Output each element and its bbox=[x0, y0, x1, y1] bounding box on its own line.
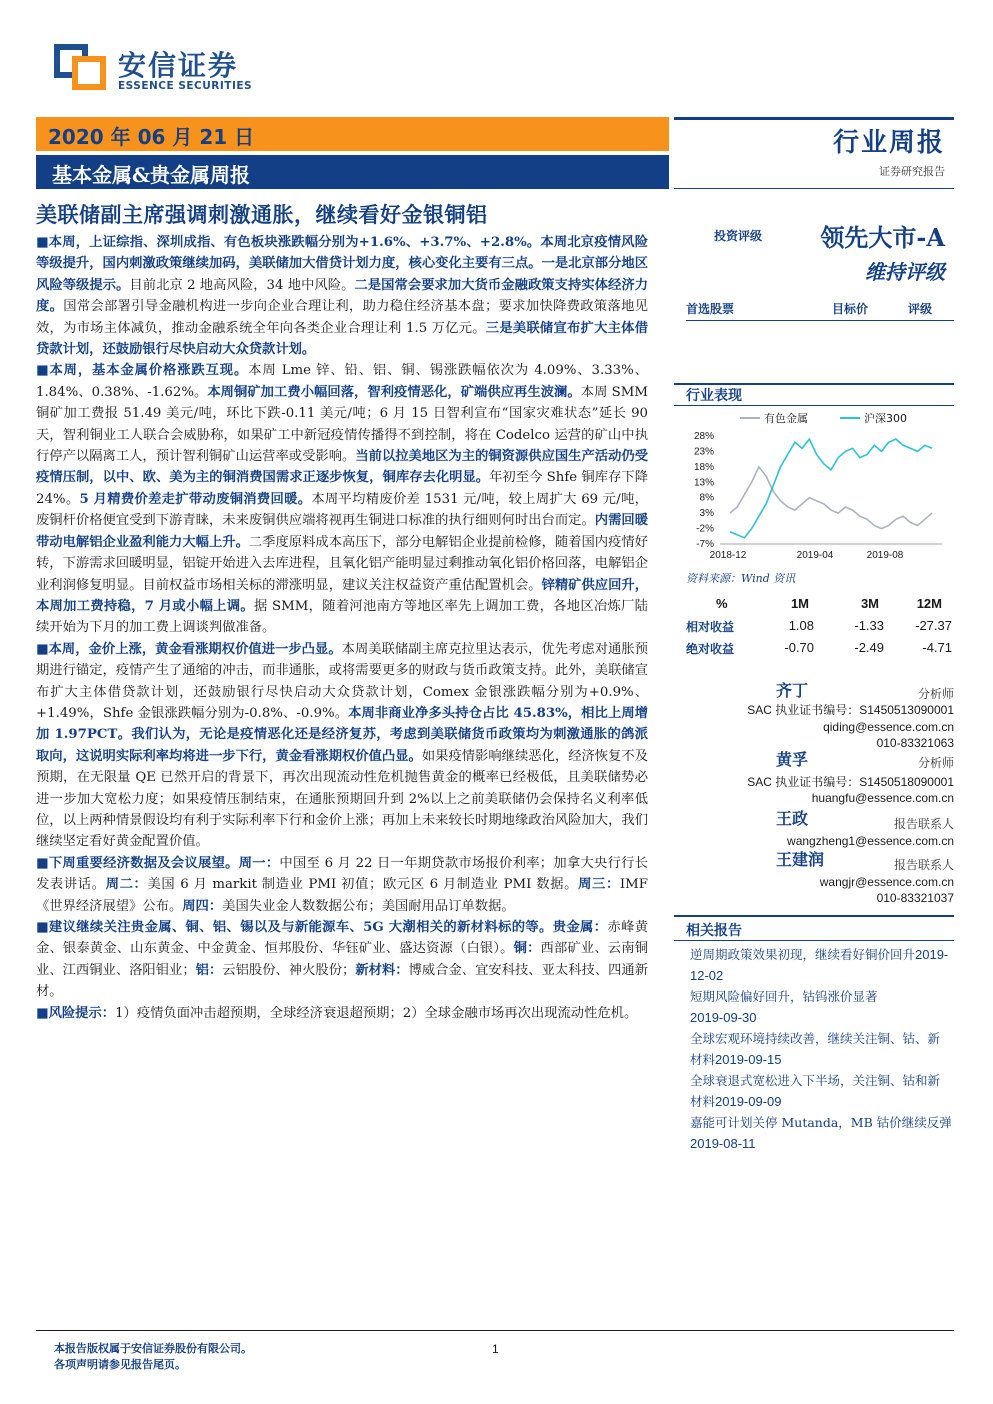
body-column bbox=[36, 232, 648, 1024]
analyst-card bbox=[686, 811, 954, 851]
table-cell: -0.70 bbox=[784, 640, 814, 655]
legend-label: 沪深300 bbox=[864, 412, 907, 425]
body-text: 博威合金、宜安科技、亚太科技、四通新材。 bbox=[36, 962, 649, 1000]
table-header-row bbox=[686, 596, 954, 618]
body-text: 本周 SMM 铜矿加工费报 51.49 美元/吨，环比下跌-0.11 美元/吨；6 月 15 日智利宣布“国家灾难状态”延长 90 天，智利铜业工人联合会威胁称，如果矿工中新冠疫情传播得不到控制，将在 Codelco 运营的矿山中执行停产以隔离工人，预计智利铜矿山运营率或受影响。 bbox=[36, 384, 649, 465]
row-label: 绝对收益 bbox=[686, 642, 735, 656]
related-item-title: 短期风险偏好回升，钴钨涨价显著 bbox=[690, 989, 878, 1004]
related-title: 相关报告 bbox=[686, 923, 742, 939]
bold-text: 新材料： bbox=[355, 962, 409, 978]
report-date: 2020 年 06 月 21 日 bbox=[48, 125, 255, 149]
divider bbox=[674, 188, 954, 189]
series-line bbox=[730, 467, 932, 529]
chart-source: 资料来源：Wind 资讯 bbox=[686, 572, 796, 585]
divider bbox=[674, 940, 954, 941]
bold-text: 内需回暖带动电解铝企业盈利能力大幅上升。 bbox=[36, 513, 649, 550]
body-text: 二季度原料成本高压下，部分电解铝企业提前检修，随着国内疫情好转，下游需求回暖明显，铝锭开始进入去库进程，且氧化铝产能明显过剩推动氧化铝价格回落，电解铝企业利润修复明显。目前权益市场相关标的滞涨明显，建议关注权益资产重估配置机会。 bbox=[36, 534, 649, 593]
body-text: 赤峰黄金、银泰黄金、山东黄金、中金黄金、恒邦股份、华钰矿业、盛达资源（白银）。 bbox=[36, 920, 648, 957]
bold-text: ■建议继续关注贵金属、铜、铝、锡以及与新能源车、5G 大潮相关的新材料标的等。 bbox=[36, 920, 553, 935]
bold-text: 铜： bbox=[513, 941, 541, 957]
legend-label: 有色金属 bbox=[764, 412, 808, 425]
analyst-role: 分析师 bbox=[917, 687, 954, 701]
pick-col-target: 目标价 bbox=[832, 302, 869, 316]
bold-text: ■本周，金价上涨，黄金看涨期权价值进一步凸显。 bbox=[36, 641, 342, 657]
divider bbox=[674, 117, 954, 120]
related-item-date: 2019-08-11 bbox=[690, 1136, 756, 1151]
bold-text: 铝： bbox=[195, 962, 223, 978]
table-row bbox=[686, 640, 954, 662]
bold-text: 周四： bbox=[182, 898, 223, 914]
bold-text: 周二： bbox=[105, 877, 148, 893]
footer-disclaimer: 各项声明请参见报告尾页。 bbox=[54, 1358, 186, 1371]
body-text: 美国 6 月 markit 制造业 PMI 初值；欧元区 6 月制造业 PMI 数据。 bbox=[147, 877, 579, 893]
paragraph-calendar bbox=[36, 853, 648, 917]
related-item-date: 2019-09-15 bbox=[715, 1052, 782, 1067]
report-subtitle: 证券研究报告 bbox=[879, 165, 945, 178]
analyst-role: 报告联系人 bbox=[893, 817, 954, 831]
body-text: IMF《世界经济展望》公布。 bbox=[36, 877, 648, 914]
series-line bbox=[730, 439, 932, 538]
body-text: 云铝股份、神火股份； bbox=[222, 962, 356, 978]
body-text: 本周美联储副主席克拉里达表示，优先考虑对通胀预期进行锚定，疫情产生了通缩的冲击，而非通胀，或将需要更多的财政与货币政策支持。此外，美联储宣布扩大主体借贷款计划，还鼓励银行尽快启动大众贷款计划，Comex 金银涨跌幅分别为+0.9%、+1.49%，Shfe 金银涨跌幅分别为-0.8%、-0.9%。 bbox=[36, 641, 648, 721]
line-chart bbox=[680, 406, 950, 568]
y-tick-label: 28% bbox=[693, 431, 714, 442]
x-tick-label: 2018-12 bbox=[709, 550, 747, 561]
body-text: 美国失业金人数数据公布；美国耐用品订单数据。 bbox=[222, 898, 515, 914]
pick-col-stock: 首选股票 bbox=[686, 302, 735, 316]
bold-text: ■风险提示： bbox=[36, 1005, 116, 1021]
footer-divider bbox=[36, 1330, 954, 1331]
body-text: 本周平均精废价差 1531 元/吨，较上周扩大 69 元/吨，废铜杆价格便宜受到下游青睐，未来废铜供应端将视再生铜进口标准的执行细则何时出台而定。 bbox=[36, 491, 648, 529]
rating-value: 领先大市-A bbox=[820, 223, 945, 252]
table-header-cell: 1M bbox=[790, 596, 809, 611]
analyst-cert: SAC 执业证书编号：S1450518090001 bbox=[747, 775, 954, 789]
y-tick-label: 13% bbox=[693, 477, 714, 489]
paragraph-gold bbox=[36, 639, 648, 853]
table-cell: -4.71 bbox=[922, 640, 952, 655]
related-item-title: 全球衰退式宽松进入下半场，关注铜、钴和新材料 bbox=[690, 1073, 941, 1109]
rating-label: 投资评级 bbox=[714, 229, 763, 243]
bold-text: 锌精矿供应回升，本周加工费持稳，7 月或小幅上调。 bbox=[36, 577, 649, 614]
headline: 美联储副主席强调刺激通胀，继续看好金银铜铝 bbox=[36, 202, 488, 227]
bold-text: 本周铜矿加工费小幅回落，智利疫情恶化，矿端供应再生波澜。 bbox=[207, 384, 581, 400]
analyst-name: 齐丁 bbox=[776, 681, 809, 700]
brand-name-cn: 安信证券 bbox=[118, 49, 239, 82]
table-row bbox=[686, 618, 954, 640]
logo-icon bbox=[54, 44, 106, 90]
table-header-cell: 12M bbox=[916, 596, 942, 611]
analyst-name: 王政 bbox=[776, 809, 809, 828]
performance-chart bbox=[680, 406, 950, 568]
table-header-cell: 3M bbox=[860, 596, 879, 611]
rating-sub: 维持评级 bbox=[865, 260, 945, 284]
related-item[interactable] bbox=[690, 986, 952, 1028]
paragraph-picks bbox=[36, 917, 648, 1003]
related-list bbox=[690, 944, 952, 1154]
table-header-cell: % bbox=[716, 596, 728, 611]
y-tick-label: 8% bbox=[699, 492, 714, 504]
body-text: 1）疫情负面冲击超预期，全球经济衰退超预期；2）全球金融市场再次出现流动性危机。 bbox=[115, 1005, 638, 1021]
bold-text: 5 月精费价差走扩带动废铜消费回暖。 bbox=[79, 491, 312, 507]
related-item-date: 2019-09-09 bbox=[715, 1094, 782, 1109]
report-type: 行业周报 bbox=[832, 128, 945, 158]
related-item-title: 嘉能可计划关停 Mutanda，MB 钴价继续反弹 bbox=[690, 1115, 952, 1130]
paragraph-market bbox=[36, 232, 648, 360]
pick-col-rating: 评级 bbox=[908, 302, 933, 316]
report-column: 基本金属&贵金属周报 bbox=[52, 163, 251, 187]
analyst-role: 报告联系人 bbox=[893, 858, 954, 872]
y-tick-label: -2% bbox=[696, 523, 714, 535]
analyst-card bbox=[686, 683, 954, 753]
bold-text: 贵金属： bbox=[552, 920, 608, 935]
y-tick-label: 23% bbox=[693, 446, 714, 458]
bold-text: ■本周，基本金属价格涨跌互现。 bbox=[36, 363, 249, 379]
related-item[interactable] bbox=[690, 1070, 952, 1112]
analyst-cert: SAC 执业证书编号：S1450513090001 bbox=[747, 703, 954, 717]
analyst-phone: 010-83321063 bbox=[876, 736, 954, 750]
analyst-card bbox=[686, 852, 954, 908]
bold-text: 当前以拉美地区为主的铜资源供应国生产活动仍受疫情压制，以中、欧、美为主的铜消费国需求正逐步恢复，铜库存去化明显。 bbox=[36, 449, 649, 486]
bold-text: ■下周重要经济数据及会议展望。周一： bbox=[36, 855, 280, 871]
divider bbox=[686, 320, 954, 321]
analyst-phone: 010-83321037 bbox=[876, 891, 954, 905]
table-cell: -27.37 bbox=[915, 618, 952, 633]
analyst-role: 分析师 bbox=[917, 756, 954, 770]
related-item-title: 逆周期政策效果初现，继续看好铜价回升 bbox=[690, 947, 916, 962]
body-text: 西部矿业、云南铜业、江西铜业、洛阳钼业； bbox=[36, 941, 648, 978]
performance-table bbox=[686, 596, 954, 662]
related-item[interactable] bbox=[690, 1112, 952, 1154]
table-cell: -2.49 bbox=[854, 640, 884, 655]
body-text: 中国至 6 月 22 日一年期贷款市场报价利率；加拿大央行行长发表讲话。 bbox=[36, 855, 648, 893]
divider bbox=[674, 915, 954, 917]
related-item[interactable] bbox=[690, 944, 952, 986]
analyst-card bbox=[686, 752, 954, 806]
analyst-name: 王建润 bbox=[776, 850, 825, 869]
bold-text: 二是国常会要求加大货币金融政策支持实体经济力度。 bbox=[36, 277, 649, 315]
bold-text: 三是美联储宣布扩大主体借贷款计划，还鼓励银行尽快启动大众贷款计划。 bbox=[36, 320, 648, 358]
body-text: 年初至今 Shfe 铜库存下降 24%。 bbox=[36, 470, 648, 507]
y-tick-label: -7% bbox=[696, 539, 714, 550]
related-item-date: 2019-09-30 bbox=[690, 1010, 757, 1025]
paragraph-risk bbox=[36, 1003, 648, 1024]
bold-text: ■本周，上证综指、深圳成指、有色板块涨跌幅分别为+1.6%、+3.7%、+2.8%。本周北京疫情风险等级提升，国内刺激政策继续加码，美联储加大借贷计划力度，核心变化主要有三点。一是北京部分地区风险等级提示。 bbox=[36, 235, 648, 293]
bold-text: 本周非商业净多头持仓占比 45.83%，相比上周增加 1.97PCT。我们认为，无论是疫情恶化还是经济复苏，考虑到美联储货币政策均为刺激通胀的鸽派取向，这说明实际利率均将进一步下行，黄金看涨期权价值凸显。 bbox=[36, 705, 648, 764]
performance-title: 行业表现 bbox=[686, 388, 742, 404]
paragraph-base-metals bbox=[36, 360, 648, 638]
related-item-date: 2019-12-02 bbox=[690, 947, 949, 983]
table-cell: -1.33 bbox=[854, 618, 884, 633]
bold-text: 周三： bbox=[578, 877, 620, 893]
body-text: 如果疫情影响继续恶化，经济恢复不及预期，在无限量 QE 已然开启的背景下，再次出现流动性危机抛售黄金的概率已经极低，且美联储势必进一步加大宽松力度；如果疫情压制结束，在通胀预期回升到 2%以上之前美联储仍会保持名义利率低位，以上两种情景假设均有利于实际利率下行和金价上涨；再加上未来较长时期地缘政治风险加大，我们继续坚定看好黄金配置价值。 bbox=[36, 748, 649, 850]
brand-name-en: ESSENCE SECURITIES bbox=[118, 80, 253, 92]
analyst-email[interactable]: wangzheng1@essence.com.cn bbox=[787, 834, 954, 848]
x-tick-label: 2019-04 bbox=[796, 550, 834, 561]
page-number: 1 bbox=[492, 1342, 499, 1356]
analyst-email[interactable]: qiding@essence.com.cn bbox=[823, 720, 954, 734]
row-label: 相对收益 bbox=[686, 620, 735, 634]
related-item[interactable] bbox=[690, 1028, 952, 1070]
y-tick-label: 3% bbox=[699, 508, 714, 520]
table-cell: 1.08 bbox=[788, 618, 814, 633]
body-text: 目前北京 2 地高风险，34 地中风险。 bbox=[129, 277, 355, 293]
body-text: 据 SMM，随着河池南方等地区率先上调加工费，各地区冶炼厂陆续开始为下月的加工费上调谈判做准备。 bbox=[36, 598, 648, 636]
analyst-email[interactable]: huangfu@essence.com.cn bbox=[811, 791, 954, 805]
analyst-name: 黄孚 bbox=[776, 750, 809, 769]
analyst-email[interactable]: wangjr@essence.com.cn bbox=[819, 875, 954, 889]
body-text: 本周 Lme 锌、铅、铝、铜、锡涨跌幅依次为 4.09%、3.33%、1.84%、0.38%、-1.62%。 bbox=[36, 363, 648, 400]
body-text: 国常会部署引导金融机构进一步向企业合理让利，助力稳住经济基本盘；要求加快降费政策落地见效，为市场主体减负，推动金融系统全年向各类企业合理让利 1.5 万亿元。 bbox=[36, 299, 649, 336]
related-item-title: 全球宏观环境持续改善，继续关注铜、钴、新材料 bbox=[690, 1031, 941, 1067]
y-tick-label: 18% bbox=[693, 461, 714, 473]
x-tick-label: 2019-08 bbox=[866, 550, 904, 561]
footer-copyright: 本报告版权属于安信证券股份有限公司。 bbox=[54, 1342, 252, 1355]
